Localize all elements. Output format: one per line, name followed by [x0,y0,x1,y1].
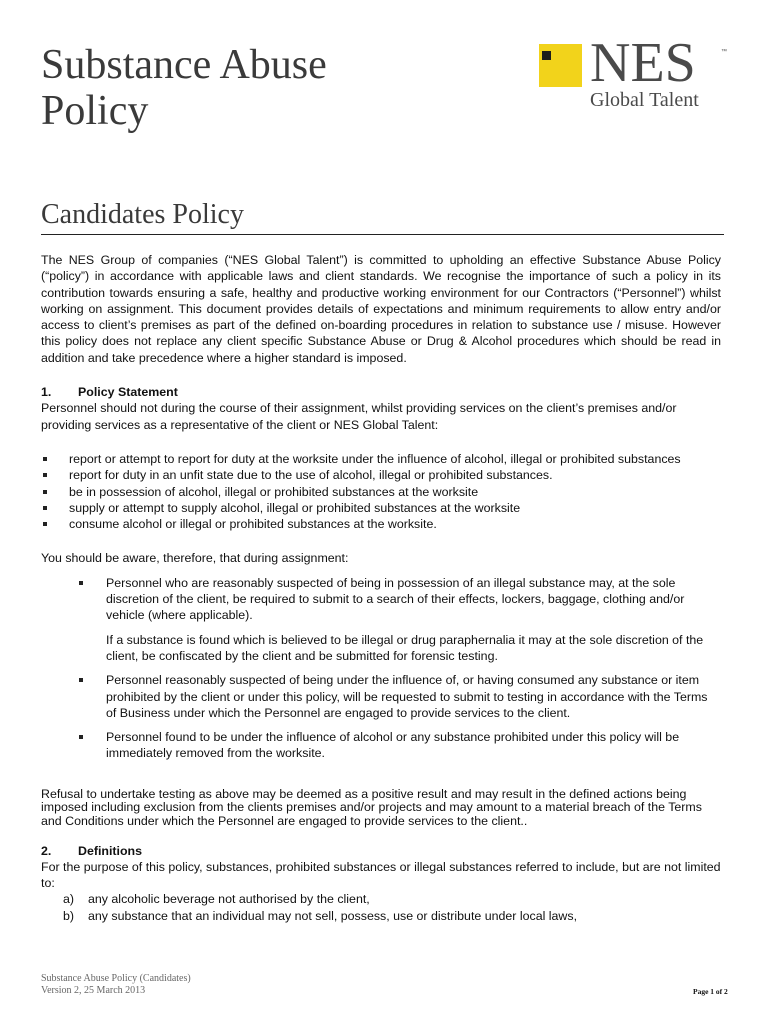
definitions-list [41,891,721,924]
list-item: supply or attempt to supply alcohol, illegal or prohibited substances at the worksite [41,500,721,516]
prohibited-actions-list [41,451,721,532]
list-item: consume alcohol or illegal or prohibited substances at the worksite. [41,516,721,532]
list-item: report or attempt to report for duty at the worksite under the influence of alcohol, illegal or prohibited substances [41,451,721,467]
page-number: Page 1 of 2 [693,987,728,996]
list-item: be in possession of alcohol, illegal or prohibited substances at the worksite [41,484,721,500]
document-title [41,42,327,134]
footer-doc-name: Substance Abuse Policy (Candidates) [41,973,191,984]
definitions-lead: For the purpose of this policy, substances, prohibited substances or illegal substances referred to include, but are not limited to: [41,859,721,891]
policy-statement-number: 1. [41,385,52,400]
definitions-heading [41,843,721,859]
list-item-text: any alcoholic beverage not authorised by the client, [88,892,370,907]
list-item [41,575,721,664]
logo-trademark: ™ [721,49,727,55]
section-heading: Candidates Policy [41,199,244,230]
refusal-paragraph: Refusal to undertake testing as above may be deemed as a positive result and may result in the defined actions being imposed including exclusion from the clients premises and/or projects and may amount to a material breach of the Terms and Conditions under which the Personnel are engaged to provide services to the client.. [41,786,702,828]
footer-info [41,973,191,997]
list-item-text: any substance that an individual may not sell, possess, use or distribute under local laws, [88,908,578,923]
list-item: report for duty in an unfit state due to the use of alcohol, illegal or prohibited substances. [41,467,721,483]
list-item [41,891,721,907]
logo-wordmark: NES [590,32,696,94]
logo-dot [542,51,551,60]
document-title-line1: Substance Abuse [41,42,327,88]
assignment-rules-list [41,575,721,762]
logo-subtitle: Global Talent [590,89,699,111]
aware-lead: You should be aware, therefore, that during assignment: [41,551,349,566]
document-body [41,252,721,924]
document-title-line2: Policy [41,88,149,134]
definitions-title: Definitions [78,843,143,858]
list-item: Personnel reasonably suspected of being under the influence of, or having consumed any substance or item prohibited by the client or under this policy, will be requested to submit to testing in accordance with the Terms of Business under which the Personnel are engaged to provide services to the client. [41,672,721,721]
logo-yellow-square [539,44,582,87]
policy-statement-lead: Personnel should not during the course of their assignment, whilst providing services on the client’s premises and/or providing services as a representative of the client or NES Global Talent: [41,401,677,432]
policy-statement-heading [41,384,721,400]
list-item-text: Personnel who are reasonably suspected of being in possession of an illegal substance may, at the sole discretion of the client, be required to submit to a search of their effects, lockers, baggage, clothing and/or vehicle (where applicable). [106,575,685,623]
list-item-label: a) [63,892,75,907]
nes-logo [539,32,729,116]
list-item [41,908,721,924]
list-item: Personnel found to be under the influence of alcohol or any substance prohibited under this policy will be immediately removed from the worksite. [41,729,721,762]
policy-statement-title: Policy Statement [78,385,178,400]
heading-divider [41,234,724,235]
definitions-number: 2. [41,843,52,858]
list-item-subparagraph: If a substance is found which is believed to be illegal or drug paraphernalia it may at the sole discretion of the client, be confiscated by the client and be submitted for forensic testing. [106,632,704,663]
footer-version: Version 2, 25 March 2013 [41,985,146,996]
list-item-label: b) [63,908,75,923]
intro-paragraph: The NES Group of companies (“NES Global Talent”) is committed to upholding an effective Substance Abuse Policy (“policy”) in accordance with applicable laws and client standards. We recognise the importance of such a policy in its contribution towards ensuring a safe, healthy and productive working environment for our Contractors (“Personnel”) whilst working on assignment. This document provides details of expectations and minimum requirements to allow entry and/or access to client’s premises as part of the defined on-boarding procedures in relation to substance use / misuse. However this policy does not replace any client specific Substance Abuse or Drug & Alcohol procedures which should be read in addition and take precedence where a higher standard is imposed. [41,253,721,365]
